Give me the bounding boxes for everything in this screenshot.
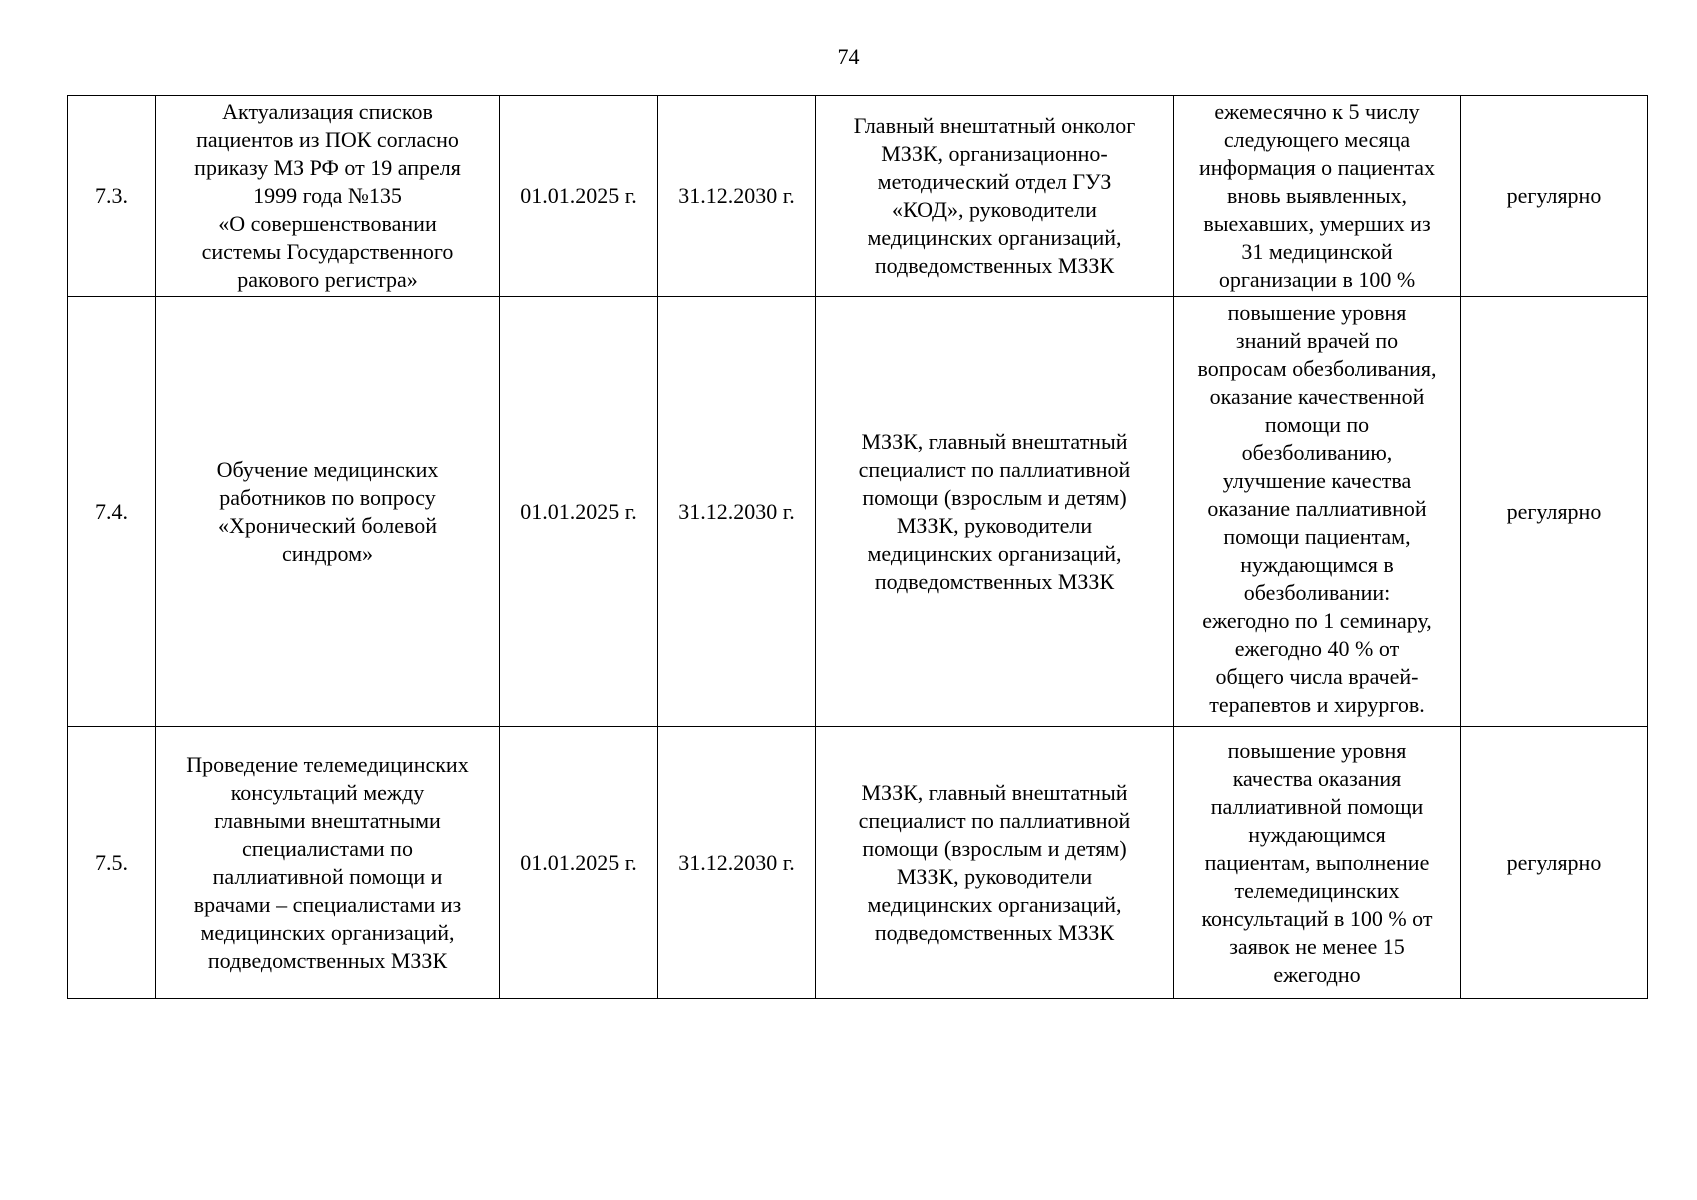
responsible-parties: Главный внештатный онколог МЗЗК, организационно- методический отдел ГУЗ «КОД», руководители медицинских организаций, подведомственных МЗЗК	[816, 96, 1174, 297]
start-date: 01.01.2025 г.	[500, 297, 658, 727]
end-date: 31.12.2030 г.	[658, 727, 816, 999]
frequency: регулярно	[1461, 297, 1648, 727]
activity-name: Проведение телемедицинских консультаций между главными внештатными специалистами по паллиативной помощи и врачами – специалистами из медицинских организаций, подведомственных МЗЗК	[156, 727, 500, 999]
activities-table	[67, 95, 1648, 999]
table-row	[68, 297, 1648, 727]
row-number: 7.4.	[68, 297, 156, 727]
expected-result: повышение уровня качества оказания паллиативной помощи нуждающимся пациентам, выполнение телемедицинских консультаций в 100 % от заявок не менее 15 ежегодно	[1174, 727, 1461, 999]
start-date: 01.01.2025 г.	[500, 96, 658, 297]
table-row	[68, 727, 1648, 999]
end-date: 31.12.2030 г.	[658, 297, 816, 727]
activity-name: Обучение медицинских работников по вопросу «Хронический болевой синдром»	[156, 297, 500, 727]
row-number: 7.5.	[68, 727, 156, 999]
frequency: регулярно	[1461, 727, 1648, 999]
responsible-parties: МЗЗК, главный внештатный специалист по паллиативной помощи (взрослым и детям) МЗЗК, руководители медицинских организаций, подведомственных МЗЗК	[816, 297, 1174, 727]
expected-result: ежемесячно к 5 числу следующего месяца информация о пациентах вновь выявленных, выехавших, умерших из 31 медицинской организации в 100 %	[1174, 96, 1461, 297]
activity-name: Актуализация списков пациентов из ПОК согласно приказу МЗ РФ от 19 апреля 1999 года №135 «О совершенствовании системы Государственного ракового регистра»	[156, 96, 500, 297]
start-date: 01.01.2025 г.	[500, 727, 658, 999]
table-row	[68, 96, 1648, 297]
frequency: регулярно	[1461, 96, 1648, 297]
expected-result: повышение уровня знаний врачей по вопросам обезболивания, оказание качественной помощи по обезболиванию, улучшение качества оказание паллиативной помощи пациентам, нуждающимся в обезболивании: ежегодно по 1 семинару, ежегодно 40 % от общего числа врачей- терапевтов и хирургов.	[1174, 297, 1461, 727]
end-date: 31.12.2030 г.	[658, 96, 816, 297]
responsible-parties: МЗЗК, главный внештатный специалист по паллиативной помощи (взрослым и детям) МЗЗК, руководители медицинских организаций, подведомственных МЗЗК	[816, 727, 1174, 999]
page-number: 74	[837, 44, 860, 69]
row-number: 7.3.	[68, 96, 156, 297]
